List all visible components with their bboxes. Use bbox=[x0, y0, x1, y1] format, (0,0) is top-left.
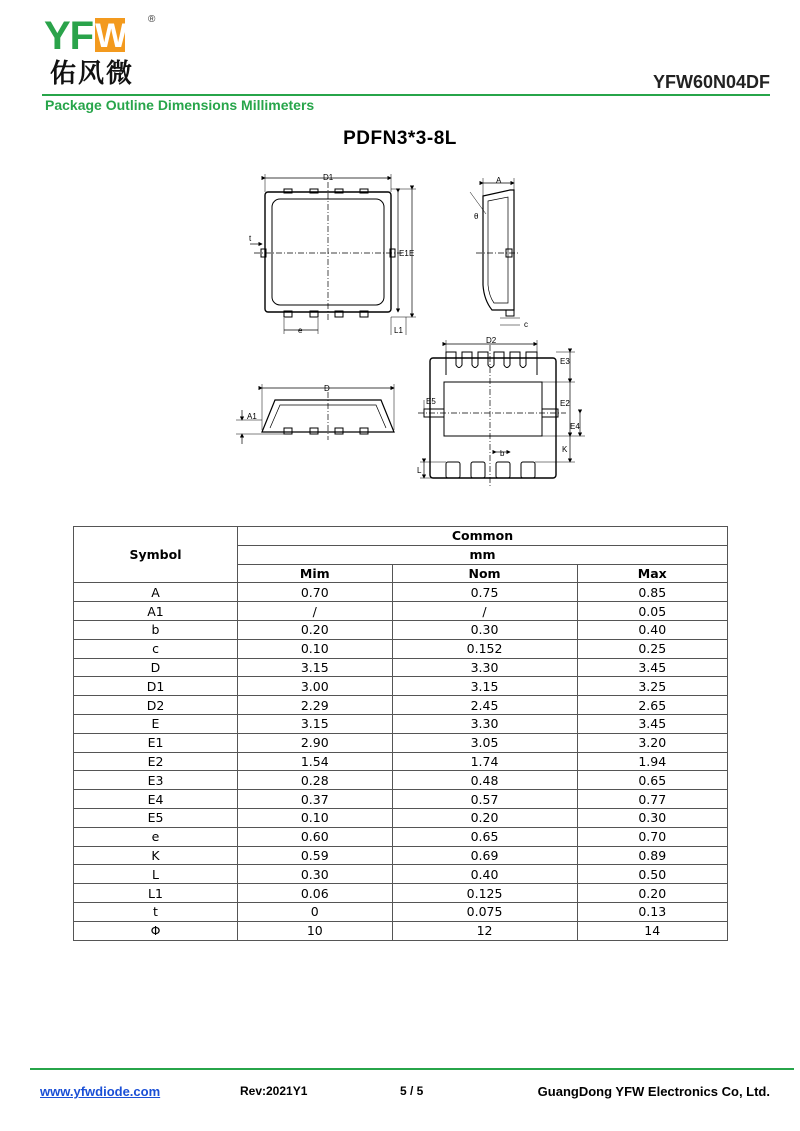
cell-symbol: A1 bbox=[74, 602, 238, 621]
dim-label-A1: A1 bbox=[247, 412, 257, 421]
dim-label-E3: E3 bbox=[560, 357, 570, 366]
cell-symbol: c bbox=[74, 639, 238, 658]
cell-nom: 0.75 bbox=[392, 583, 577, 602]
cell-symbol: K bbox=[74, 846, 238, 865]
cell-symbol: E4 bbox=[74, 790, 238, 809]
cell-min: 0.59 bbox=[238, 846, 393, 865]
cell-symbol: A bbox=[74, 583, 238, 602]
table-row bbox=[74, 658, 728, 677]
cell-min: 2.29 bbox=[238, 696, 393, 715]
cell-nom: 3.30 bbox=[392, 714, 577, 733]
dimension-table bbox=[73, 526, 728, 941]
dim-label-L1: L1 bbox=[394, 326, 403, 335]
table-row bbox=[74, 620, 728, 639]
dim-label-D1: D1 bbox=[323, 173, 334, 182]
cell-nom: 3.05 bbox=[392, 733, 577, 752]
revision: Rev:2021Y1 bbox=[240, 1084, 308, 1098]
cell-symbol: E5 bbox=[74, 808, 238, 827]
table-row bbox=[74, 846, 728, 865]
cell-nom: / bbox=[392, 602, 577, 621]
cell-max: 0.77 bbox=[577, 790, 727, 809]
cell-max: 0.50 bbox=[577, 865, 727, 884]
col-header-nom: Nom bbox=[392, 564, 577, 583]
cell-max: 0.13 bbox=[577, 902, 727, 921]
cell-nom: 3.15 bbox=[392, 677, 577, 696]
dim-label-c: c bbox=[524, 320, 528, 329]
cell-max: 1.94 bbox=[577, 752, 727, 771]
cell-symbol: D bbox=[74, 658, 238, 677]
table-row bbox=[74, 865, 728, 884]
package-outline-drawing bbox=[0, 160, 800, 500]
table-row bbox=[74, 583, 728, 602]
cell-nom: 2.45 bbox=[392, 696, 577, 715]
symbol-header: Symbol bbox=[74, 527, 238, 583]
cell-min: 0.60 bbox=[238, 827, 393, 846]
table-row bbox=[74, 714, 728, 733]
cell-min: 3.15 bbox=[238, 658, 393, 677]
cell-symbol: t bbox=[74, 902, 238, 921]
cell-symbol: D1 bbox=[74, 677, 238, 696]
footer-divider bbox=[30, 1068, 794, 1070]
cell-max: 14 bbox=[577, 921, 727, 940]
cell-symbol: L1 bbox=[74, 884, 238, 903]
cell-max: 0.20 bbox=[577, 884, 727, 903]
cell-min: 3.00 bbox=[238, 677, 393, 696]
cell-max: 0.89 bbox=[577, 846, 727, 865]
cell-min: 0.70 bbox=[238, 583, 393, 602]
header-divider bbox=[42, 94, 770, 96]
cell-nom: 3.30 bbox=[392, 658, 577, 677]
cell-nom: 0.40 bbox=[392, 865, 577, 884]
dimension-table-body bbox=[74, 583, 728, 940]
cell-nom: 1.74 bbox=[392, 752, 577, 771]
cell-max: 3.25 bbox=[577, 677, 727, 696]
cell-nom: 12 bbox=[392, 921, 577, 940]
col-header-min: Mim bbox=[238, 564, 393, 583]
cell-max: 0.05 bbox=[577, 602, 727, 621]
table-row bbox=[74, 752, 728, 771]
cell-nom: 0.48 bbox=[392, 771, 577, 790]
side-view-front bbox=[236, 384, 394, 444]
dim-label-theta: θ bbox=[474, 212, 479, 221]
unit-header: mm bbox=[238, 545, 728, 564]
logo-latin: YFW bbox=[44, 14, 127, 58]
cell-symbol: D2 bbox=[74, 696, 238, 715]
cell-nom: 0.20 bbox=[392, 808, 577, 827]
cell-max: 0.85 bbox=[577, 583, 727, 602]
dim-label-E2: E2 bbox=[560, 399, 570, 408]
website-link[interactable]: www.yfwdiode.com bbox=[40, 1084, 161, 1099]
cell-min: 0 bbox=[238, 902, 393, 921]
cell-min: 0.37 bbox=[238, 790, 393, 809]
cell-nom: 0.30 bbox=[392, 620, 577, 639]
part-number: YFW60N04DF bbox=[652, 72, 770, 92]
cell-symbol: e bbox=[74, 827, 238, 846]
cell-symbol: L bbox=[74, 865, 238, 884]
cell-min: 1.54 bbox=[238, 752, 393, 771]
dim-label-E4: E4 bbox=[570, 422, 580, 431]
cell-max: 3.45 bbox=[577, 714, 727, 733]
table-row bbox=[74, 790, 728, 809]
cell-min: 0.20 bbox=[238, 620, 393, 639]
cell-min: 0.28 bbox=[238, 771, 393, 790]
cell-max: 0.30 bbox=[577, 808, 727, 827]
cell-min: 0.30 bbox=[238, 865, 393, 884]
dim-label-E: E bbox=[409, 249, 415, 258]
dim-label-D2: D2 bbox=[486, 336, 497, 345]
cell-min: 0.06 bbox=[238, 884, 393, 903]
company-logo bbox=[44, 14, 164, 94]
table-row bbox=[74, 808, 728, 827]
cell-min: 10 bbox=[238, 921, 393, 940]
table-row bbox=[74, 696, 728, 715]
common-header: Common bbox=[238, 527, 728, 546]
table-row bbox=[74, 602, 728, 621]
side-view-right bbox=[470, 178, 520, 325]
table-row bbox=[74, 902, 728, 921]
package-title: PDFN3*3-8L bbox=[343, 128, 457, 149]
cell-max: 3.20 bbox=[577, 733, 727, 752]
logo-chinese: 佑风微 bbox=[50, 59, 135, 89]
dim-label-E5: E5 bbox=[426, 397, 436, 406]
cell-min: 2.90 bbox=[238, 733, 393, 752]
dim-label-A: A bbox=[496, 176, 502, 185]
cell-nom: 0.075 bbox=[392, 902, 577, 921]
table-row bbox=[74, 639, 728, 658]
cell-symbol: E1 bbox=[74, 733, 238, 752]
dim-label-E1: E1 bbox=[399, 249, 409, 258]
top-view bbox=[250, 174, 416, 335]
cell-symbol: Φ bbox=[74, 921, 238, 940]
cell-nom: 0.57 bbox=[392, 790, 577, 809]
cell-symbol: b bbox=[74, 620, 238, 639]
cell-nom: 0.152 bbox=[392, 639, 577, 658]
dim-label-D: D bbox=[324, 384, 330, 393]
col-header-max: Max bbox=[577, 564, 727, 583]
table-row bbox=[74, 884, 728, 903]
cell-max: 0.70 bbox=[577, 827, 727, 846]
cell-max: 0.65 bbox=[577, 771, 727, 790]
table-row bbox=[74, 677, 728, 696]
cell-max: 3.45 bbox=[577, 658, 727, 677]
registered-mark: ® bbox=[148, 14, 156, 25]
cell-symbol: E3 bbox=[74, 771, 238, 790]
cell-max: 0.25 bbox=[577, 639, 727, 658]
cell-nom: 0.65 bbox=[392, 827, 577, 846]
dim-label-t: t bbox=[249, 234, 252, 243]
cell-symbol: E bbox=[74, 714, 238, 733]
table-row bbox=[74, 733, 728, 752]
cell-max: 0.40 bbox=[577, 620, 727, 639]
dim-label-b: b bbox=[500, 449, 505, 458]
cell-min: 0.10 bbox=[238, 808, 393, 827]
table-row bbox=[74, 921, 728, 940]
cell-nom: 0.125 bbox=[392, 884, 577, 903]
company-name: GuangDong YFW Electronics Co, Ltd. bbox=[537, 1084, 770, 1099]
cell-nom: 0.69 bbox=[392, 846, 577, 865]
dim-label-L: L bbox=[417, 466, 422, 475]
cell-min: 0.10 bbox=[238, 639, 393, 658]
section-subtitle: Package Outline Dimensions Millimeters bbox=[45, 97, 315, 113]
dim-label-K: K bbox=[562, 445, 568, 454]
cell-min: / bbox=[238, 602, 393, 621]
cell-min: 3.15 bbox=[238, 714, 393, 733]
page-number: 5 / 5 bbox=[400, 1084, 424, 1098]
dim-label-e: e bbox=[298, 326, 303, 335]
cell-symbol: E2 bbox=[74, 752, 238, 771]
cell-max: 2.65 bbox=[577, 696, 727, 715]
table-row bbox=[74, 771, 728, 790]
table-row bbox=[74, 827, 728, 846]
